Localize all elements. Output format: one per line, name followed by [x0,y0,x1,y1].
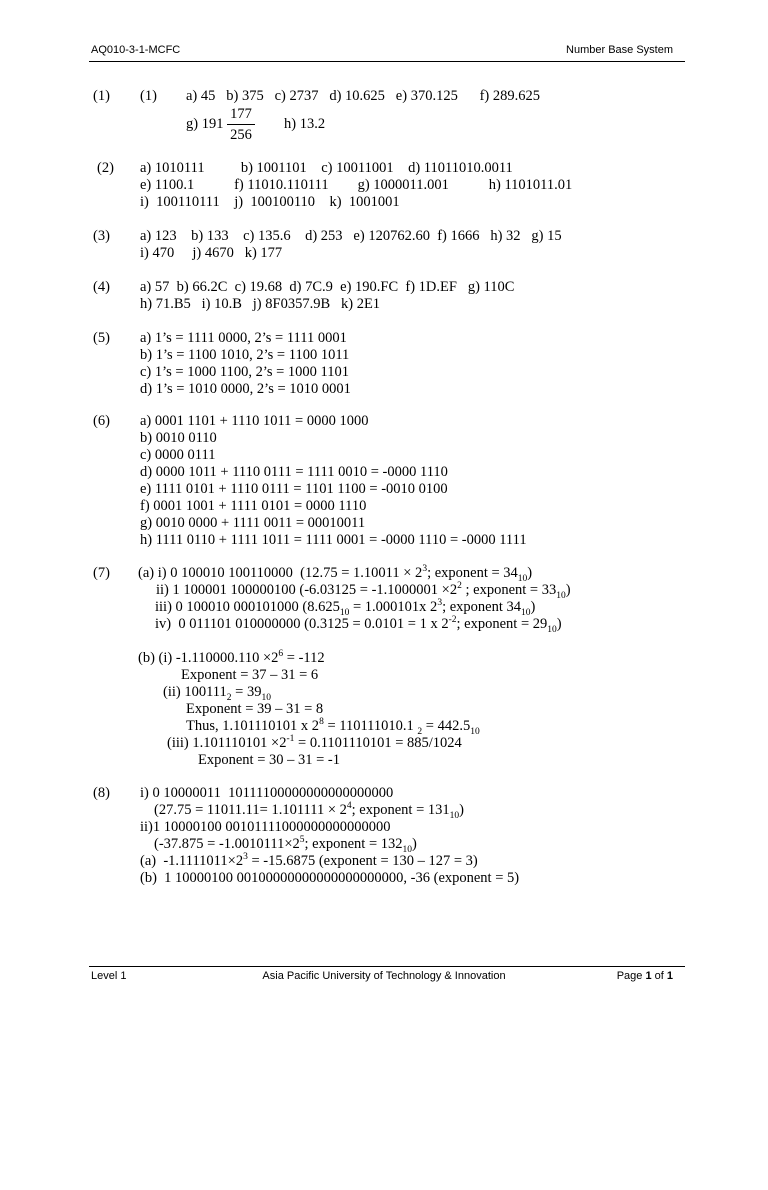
footer-rule [89,966,685,967]
question-5-line: c) 1’s = 1000 1100, 2’s = 1000 1101 [140,364,350,380]
question-2-line-2: e) 1100.1 f) 11010.110111 g) 1000011.001 h) 1101011.01 [140,177,573,193]
question-2-line-3: i) 100110111 j) 100100110 k) 1001001 [140,194,400,210]
question-3-line-2: i) 470 j) 4670 k) 177 [140,245,283,261]
question-8-line-1: i) 0 10000011 10111100000000000000000 [140,785,394,801]
question-2-number: (2) [97,160,114,176]
question-4-line-2: h) 71.B5 i) 10.B j) 8F0357.9B k) 2E1 [140,296,381,312]
question-6-line: a) 0001 1101 + 1110 1011 = 0000 1000 [140,413,369,429]
question-7-a-i: (a) i) 0 100010 100110000 ($12.75 = 1.10011 \times 2^3$; exponent = $34_{10}$) [138,564,533,584]
header-rule [89,61,685,62]
question-5-line: b) 1’s = 1100 1010, 2’s = 1100 1011 [140,347,350,363]
question-8-number: (8) [93,785,110,801]
question-4-number: (4) [93,279,110,295]
question-5-number: (5) [93,330,110,346]
document-code: AQ010-3-1-MCFC [91,44,181,56]
question-1-fraction-denominator: 256 [230,127,252,143]
footer-level: Level 1 [91,970,127,982]
question-7-b-ii: (ii) $100111_2 = 39_{10}$ [163,684,271,703]
question-2-line-1: a) 1010111 b) 1001101 c) 10011001 d) 11011010.0011 [140,160,513,176]
question-6-line: b) 0010 0110 [140,430,217,446]
question-6-line: f) 0001 1001 + 1111 0101 = 0000 1110 [140,498,367,514]
question-6-line: c) 0000 0111 [140,447,216,463]
question-7-number: (7) [93,565,110,581]
question-3-line-1: a) 123 b) 133 c) 135.6 d) 253 e) 120762.60 f) 1666 h) 32 g) 15 [140,228,562,244]
question-7-b-ii-exponent: Exponent = 39 – 31 = 8 [186,701,324,717]
question-1-h: h) 13.2 [284,116,326,132]
question-3-number: (3) [93,228,110,244]
document-title: Number Base System [566,44,673,56]
question-8-line-3: ii)1 10000100 00101111000000000000000 [140,819,391,835]
question-1-fraction-numerator: 177 [230,106,252,122]
question-4-line-1: a) 57 b) 66.2C c) 19.68 d) 7C.9 e) 190.FC f) 1D.EF g) 110C [140,279,515,295]
question-7-b-iii: (iii) $1.101110101 \times 2^{-1} = 0.1101110101 = 885/1024$ [167,734,462,751]
question-8-line-5: (a) $-1.1111011\times 2^3 = -15.6875$ (exponent = 130 – 127 = 3) [140,852,478,869]
question-6-number: (6) [93,413,110,429]
footer-institution: Asia Pacific University of Technology & Innovation [262,970,506,982]
question-7-b-ii-thus: Thus, 1.101110101 x $2^8 = 110111010.1$ $_2 = 442.5_{10}$ [186,717,480,737]
question-6-line: g) 0010 0000 + 1111 0011 = 00010011 [140,515,366,531]
question-7-b-iii-exponent: Exponent = 30 – 31 = -1 [198,752,341,768]
question-6-line: h) 1111 0110 + 1111 1011 = 1111 0001 = -0000 1110 = -0000 1111 [140,532,527,548]
question-1-line-1: a) 45 b) 375 c) 2737 d) 10.625 e) 370.125 f) 289.625 [186,88,540,104]
footer-page-number: Page 1 of 1 [616,970,673,982]
question-1-fraction-bar [227,124,255,125]
question-7-a-iii: iii) 0 100010 000101000 ($8.625_{10} = 1.000101x$ $2^3$; exponent $34_{10}$) [155,598,536,618]
question-7-b-i-exponent: Exponent = 37 – 31 = 6 [181,667,319,683]
question-5-line: a) 1’s = 1111 0000, 2’s = 1111 0001 [140,330,347,346]
question-6-line: d) 0000 1011 + 1110 0111 = 1111 0010 = -0000 1110 [140,464,448,480]
question-8-line-2: ($27.75 = 11011.11= 1.101111 \times 2^4$; exponent = $131_{10}$) [154,801,464,821]
question-7-a-ii: ii) 1 100001 100000100 ($-6.03125 = -1.1000001 \times 2^2$ ; exponent = $33_{10}$) [156,581,571,601]
question-1-g-prefix: g) 191 [186,116,224,132]
question-1-inner-number: (1) [140,88,157,104]
question-5-line: d) 1’s = 1010 0000, 2’s = 1010 0001 [140,381,351,397]
question-7-a-iv: iv) 0 011101 010000000 (0.3125 = 0.0101 = 1 x $2^{-2}$; exponent = $29_{10}$) [155,615,562,635]
question-8-line-6: (b) 1 10000100 00100000000000000000000, -36 (exponent = 5) [140,870,520,886]
question-8-line-4: ($-37.875 = -1.0010111\times 2^5$; exponent = $132_{10}$) [154,835,417,855]
question-7-b-i: (b) (i) $-1.110000.110 \times 2^6 = -112$ [138,649,325,666]
question-1-number: (1) [93,88,110,104]
question-6-line: e) 1111 0101 + 1110 0111 = 1101 1100 = -0010 0100 [140,481,448,497]
